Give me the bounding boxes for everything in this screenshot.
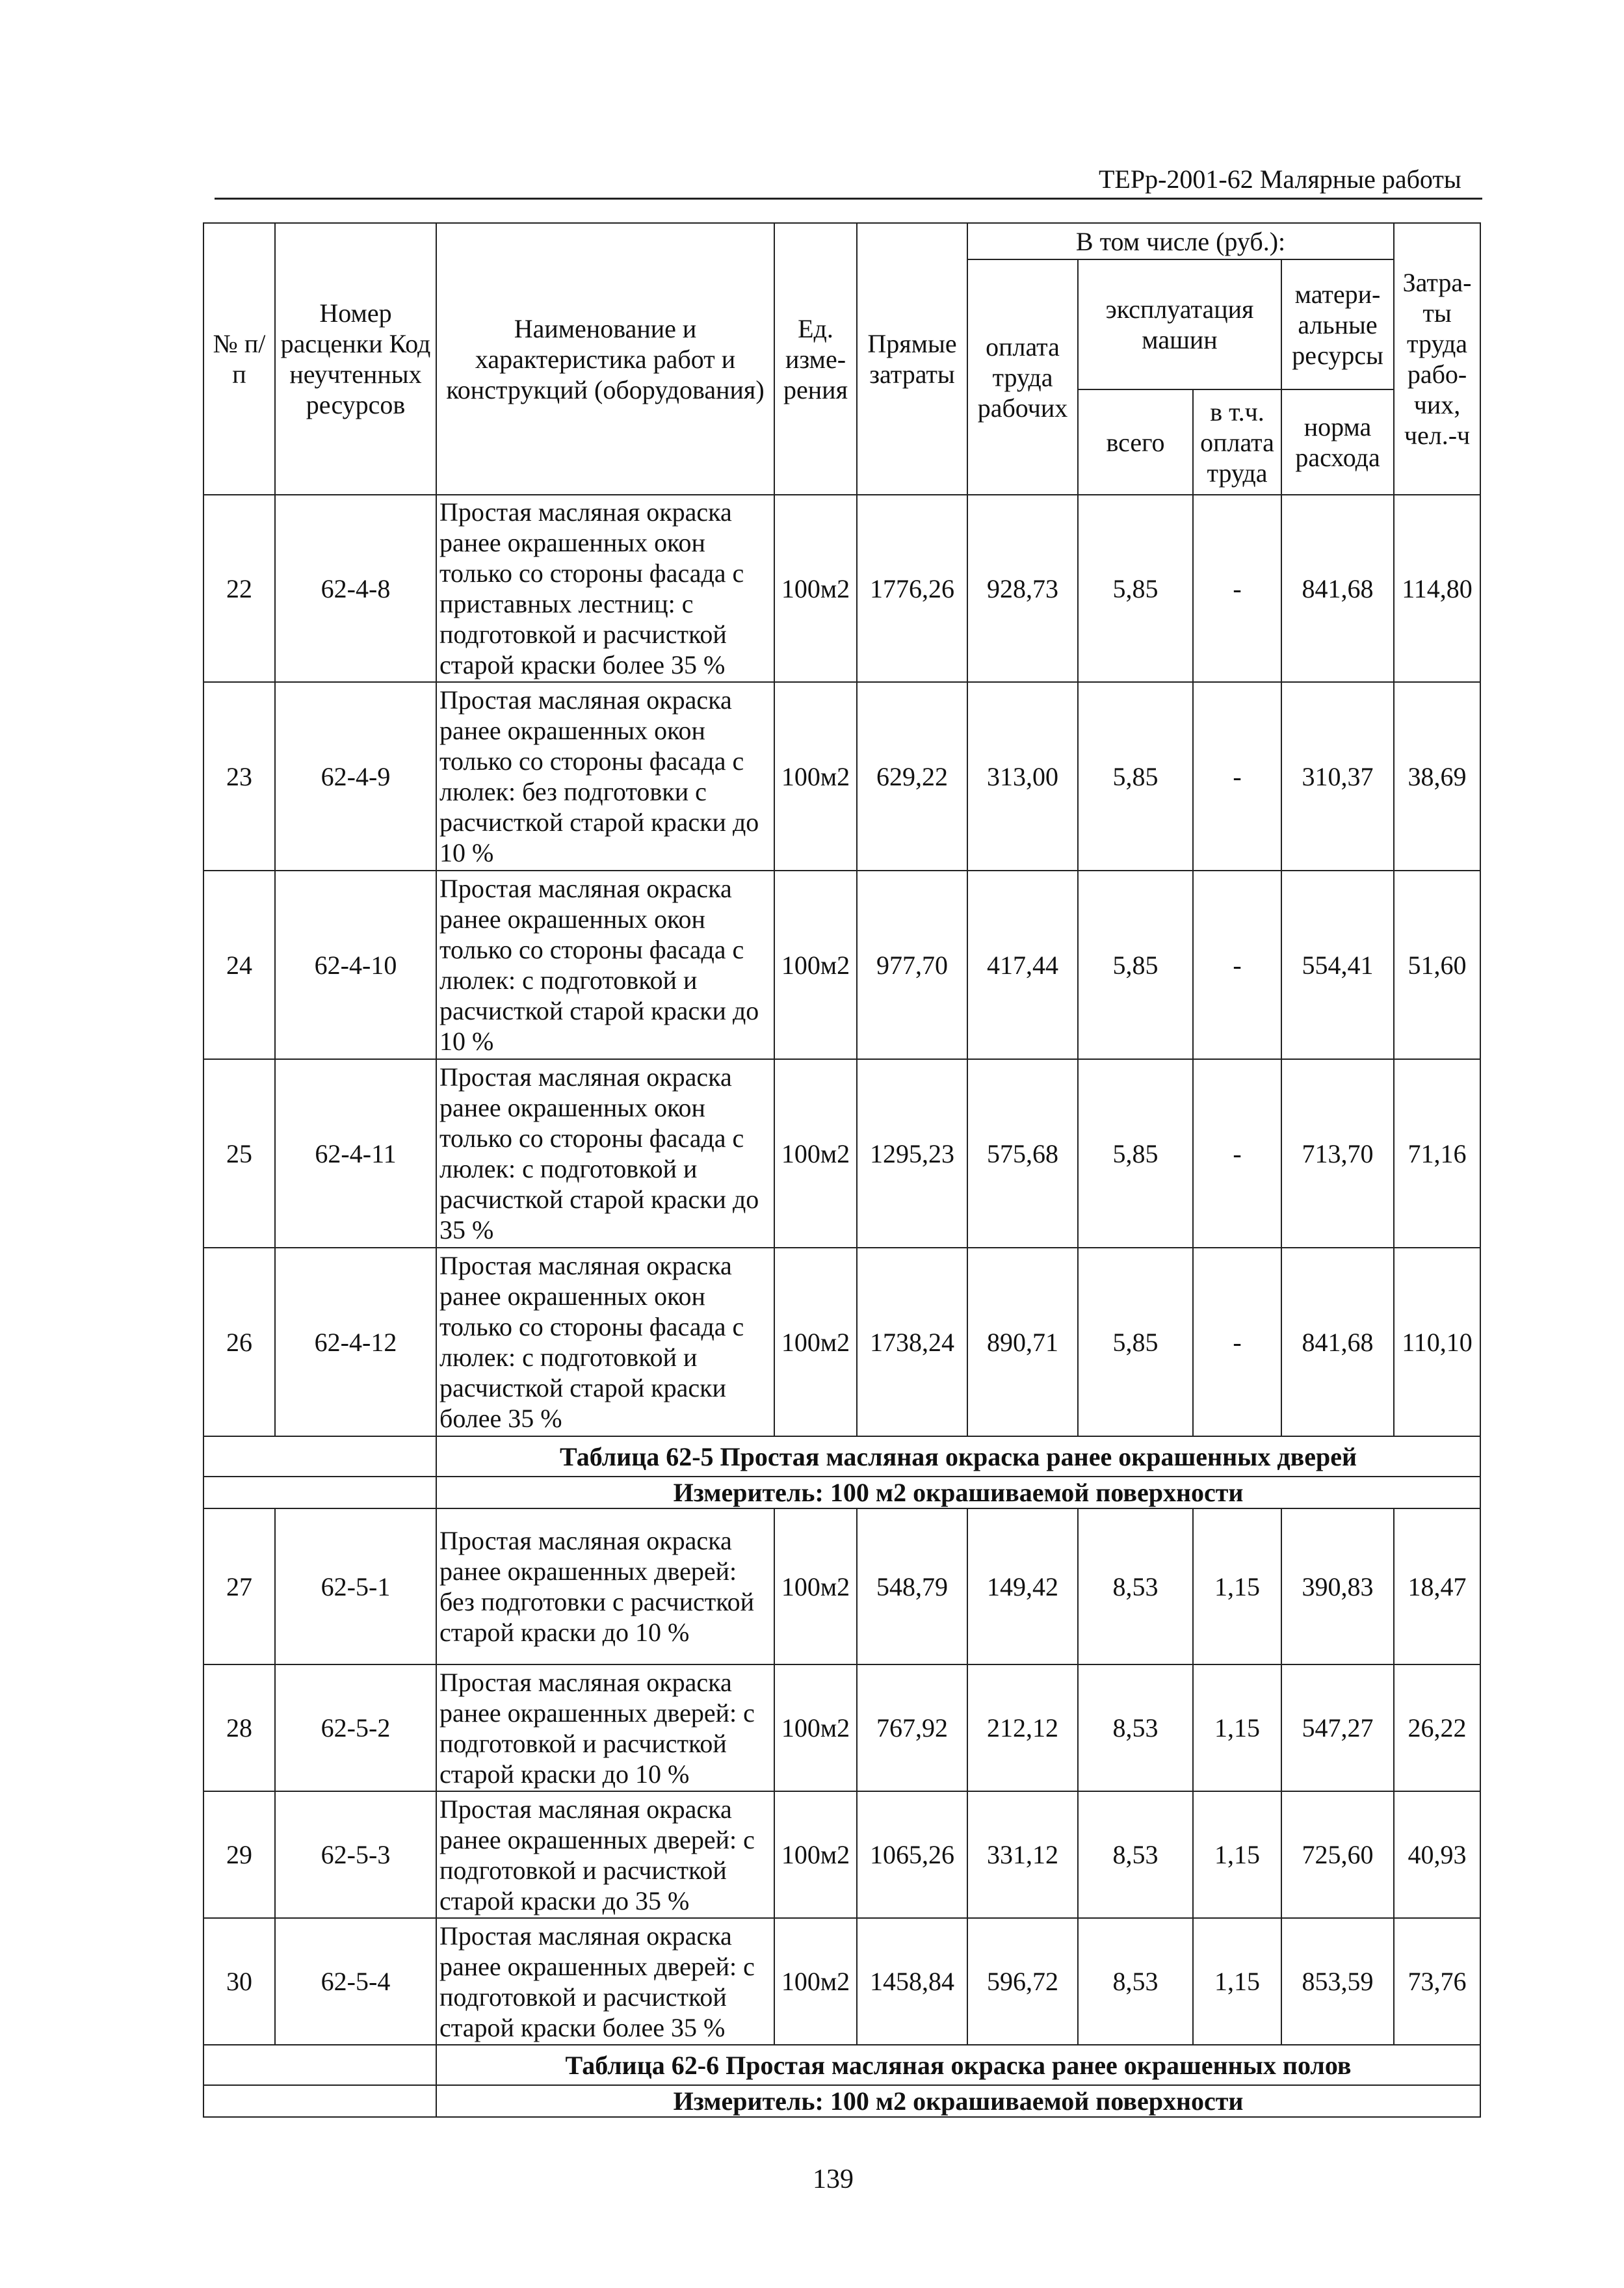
labor-pay-cell: 331,12 <box>967 1791 1078 1918</box>
materials-norm-cell: 841,68 <box>1281 495 1394 682</box>
header-direct: Прямые затраты <box>857 223 967 495</box>
header-labor: оплата труда рабочих <box>967 259 1078 495</box>
header-machines-total: всего <box>1078 389 1193 495</box>
table-row <box>203 1508 1480 1664</box>
table-header <box>203 223 1480 495</box>
machines-total-cell: 8,53 <box>1078 1664 1193 1791</box>
section-6-measure: Измеритель: 100 м2 окрашиваемой поверхности <box>436 2085 1480 2117</box>
header-name: Наименование и характеристика работ и конструкций (оборудования) <box>436 223 774 495</box>
section-5-spacer <box>203 1436 436 1477</box>
header-materials: матери-альные ресурсы <box>1281 259 1394 389</box>
running-header: ТЕРр-2001-62 Малярные работы <box>1099 164 1461 194</box>
section-6-title: Таблица 62-6 Простая масляная окраска ранее окрашенных полов <box>436 2045 1480 2085</box>
direct-costs-cell: 767,92 <box>857 1664 967 1791</box>
direct-costs-cell: 1295,23 <box>857 1059 967 1248</box>
labor-pay-cell: 928,73 <box>967 495 1078 682</box>
direct-costs-cell: 629,22 <box>857 682 967 871</box>
table-row <box>203 1059 1480 1248</box>
row-number-cell: 25 <box>203 1059 275 1248</box>
header-rule <box>215 198 1482 200</box>
header-unit: Ед. изме-рения <box>774 223 857 495</box>
header-code: Номер расценки Код неучтенных ресурсов <box>275 223 436 495</box>
work-name-cell: Простая масляная окраска ранее окрашенных дверей: с подготовкой и расчисткой старой краски до 10 % <box>436 1664 774 1791</box>
header-machines-labor: в т.ч. оплата труда <box>1193 389 1281 495</box>
materials-norm-cell: 725,60 <box>1281 1791 1394 1918</box>
labor-hours-cell: 18,47 <box>1394 1508 1480 1664</box>
direct-costs-cell: 977,70 <box>857 871 967 1059</box>
rate-code-cell: 62-5-2 <box>275 1664 436 1791</box>
machines-total-cell: 5,85 <box>1078 1248 1193 1436</box>
labor-hours-cell: 26,22 <box>1394 1664 1480 1791</box>
machines-total-cell: 8,53 <box>1078 1918 1193 2045</box>
rate-code-cell: 62-4-10 <box>275 871 436 1059</box>
machines-total-cell: 8,53 <box>1078 1508 1193 1664</box>
direct-costs-cell: 1458,84 <box>857 1918 967 2045</box>
labor-hours-cell: 71,16 <box>1394 1059 1480 1248</box>
rows-section-4 <box>203 495 1480 1436</box>
section-5-heading <box>203 1436 1480 1508</box>
machines-total-cell: 5,85 <box>1078 1059 1193 1248</box>
materials-norm-cell: 390,83 <box>1281 1508 1394 1664</box>
table-row <box>203 1664 1480 1791</box>
table-row <box>203 495 1480 682</box>
unit-cell: 100м2 <box>774 1791 857 1918</box>
labor-hours-cell: 110,10 <box>1394 1248 1480 1436</box>
materials-norm-cell: 713,70 <box>1281 1059 1394 1248</box>
machines-total-cell: 8,53 <box>1078 1791 1193 1918</box>
work-name-cell: Простая масляная окраска ранее окрашенных окон только со стороны фасада с люлек: без подготовки с расчисткой старой краски до 10 % <box>436 682 774 871</box>
direct-costs-cell: 1776,26 <box>857 495 967 682</box>
materials-norm-cell: 554,41 <box>1281 871 1394 1059</box>
row-number-cell: 23 <box>203 682 275 871</box>
section-6-spacer <box>203 2045 436 2085</box>
unit-cell: 100м2 <box>774 495 857 682</box>
header-work: Затра-ты труда рабо-чих, чел.-ч <box>1394 223 1480 495</box>
materials-norm-cell: 853,59 <box>1281 1918 1394 2045</box>
rate-code-cell: 62-5-4 <box>275 1918 436 2045</box>
unit-cell: 100м2 <box>774 682 857 871</box>
labor-hours-cell: 51,60 <box>1394 871 1480 1059</box>
machines-labor-cell: - <box>1193 682 1281 871</box>
labor-hours-cell: 38,69 <box>1394 682 1480 871</box>
direct-costs-cell: 1738,24 <box>857 1248 967 1436</box>
labor-pay-cell: 313,00 <box>967 682 1078 871</box>
machines-total-cell: 5,85 <box>1078 682 1193 871</box>
labor-hours-cell: 114,80 <box>1394 495 1480 682</box>
work-name-cell: Простая масляная окраска ранее окрашенных дверей: с подготовкой и расчисткой старой краски более 35 % <box>436 1918 774 2045</box>
direct-costs-cell: 1065,26 <box>857 1791 967 1918</box>
machines-labor-cell: 1,15 <box>1193 1918 1281 2045</box>
row-number-cell: 26 <box>203 1248 275 1436</box>
materials-norm-cell: 310,37 <box>1281 682 1394 871</box>
section-6-heading <box>203 2045 1480 2117</box>
labor-pay-cell: 417,44 <box>967 871 1078 1059</box>
machines-labor-cell: - <box>1193 1059 1281 1248</box>
materials-norm-cell: 547,27 <box>1281 1664 1394 1791</box>
page-number: 139 <box>813 2164 854 2194</box>
machines-labor-cell: - <box>1193 495 1281 682</box>
labor-hours-cell: 40,93 <box>1394 1791 1480 1918</box>
header-materials-norm: норма расхода <box>1281 389 1394 495</box>
labor-pay-cell: 149,42 <box>967 1508 1078 1664</box>
section-5-spacer-2 <box>203 1477 436 1508</box>
row-number-cell: 29 <box>203 1791 275 1918</box>
section-6-spacer-2 <box>203 2085 436 2117</box>
work-name-cell: Простая масляная окраска ранее окрашенных окон только со стороны фасада с люлек: с подготовкой и расчисткой старой краски более 35 % <box>436 1248 774 1436</box>
unit-cell: 100м2 <box>774 871 857 1059</box>
machines-labor-cell: 1,15 <box>1193 1664 1281 1791</box>
rate-code-cell: 62-4-12 <box>275 1248 436 1436</box>
machines-labor-cell: - <box>1193 1248 1281 1436</box>
machines-labor-cell: 1,15 <box>1193 1791 1281 1918</box>
unit-cell: 100м2 <box>774 1508 857 1664</box>
row-number-cell: 27 <box>203 1508 275 1664</box>
labor-pay-cell: 596,72 <box>967 1918 1078 2045</box>
row-number-cell: 28 <box>203 1664 275 1791</box>
header-num: № п/п <box>203 223 275 495</box>
work-name-cell: Простая масляная окраска ранее окрашенных окон только со стороны фасада с люлек: с подготовкой и расчисткой старой краски до 35 % <box>436 1059 774 1248</box>
table-row <box>203 682 1480 871</box>
work-name-cell: Простая масляная окраска ранее окрашенных дверей: с подготовкой и расчисткой старой краски до 35 % <box>436 1791 774 1918</box>
price-table <box>203 222 1481 2118</box>
table-row <box>203 871 1480 1059</box>
table-row <box>203 1791 1480 1918</box>
row-number-cell: 30 <box>203 1918 275 2045</box>
unit-cell: 100м2 <box>774 1664 857 1791</box>
section-5-title: Таблица 62-5 Простая масляная окраска ранее окрашенных дверей <box>436 1436 1480 1477</box>
unit-cell: 100м2 <box>774 1248 857 1436</box>
unit-cell: 100м2 <box>774 1918 857 2045</box>
rate-code-cell: 62-4-9 <box>275 682 436 871</box>
labor-pay-cell: 212,12 <box>967 1664 1078 1791</box>
table-row <box>203 1918 1480 2045</box>
machines-total-cell: 5,85 <box>1078 495 1193 682</box>
labor-hours-cell: 73,76 <box>1394 1918 1480 2045</box>
rate-code-cell: 62-5-3 <box>275 1791 436 1918</box>
section-5-measure: Измеритель: 100 м2 окрашиваемой поверхности <box>436 1477 1480 1508</box>
work-name-cell: Простая масляная окраска ранее окрашенных дверей: без подготовки с расчисткой старой краски до 10 % <box>436 1508 774 1664</box>
rate-code-cell: 62-5-1 <box>275 1508 436 1664</box>
work-name-cell: Простая масляная окраска ранее окрашенных окон только со стороны фасада с приставных лестниц: с подготовкой и расчисткой старой краски более 35 % <box>436 495 774 682</box>
row-number-cell: 22 <box>203 495 275 682</box>
direct-costs-cell: 548,79 <box>857 1508 967 1664</box>
work-name-cell: Простая масляная окраска ранее окрашенных окон только со стороны фасада с люлек: с подготовкой и расчисткой старой краски до 10 % <box>436 871 774 1059</box>
rows-section-5 <box>203 1508 1480 2045</box>
machines-labor-cell: - <box>1193 871 1281 1059</box>
materials-norm-cell: 841,68 <box>1281 1248 1394 1436</box>
labor-pay-cell: 575,68 <box>967 1059 1078 1248</box>
rate-code-cell: 62-4-8 <box>275 495 436 682</box>
header-incl: В том числе (руб.): <box>967 223 1394 259</box>
table-row <box>203 1248 1480 1436</box>
rate-code-cell: 62-4-11 <box>275 1059 436 1248</box>
labor-pay-cell: 890,71 <box>967 1248 1078 1436</box>
header-machines: эксплуатация машин <box>1078 259 1281 389</box>
machines-total-cell: 5,85 <box>1078 871 1193 1059</box>
unit-cell: 100м2 <box>774 1059 857 1248</box>
row-number-cell: 24 <box>203 871 275 1059</box>
machines-labor-cell: 1,15 <box>1193 1508 1281 1664</box>
